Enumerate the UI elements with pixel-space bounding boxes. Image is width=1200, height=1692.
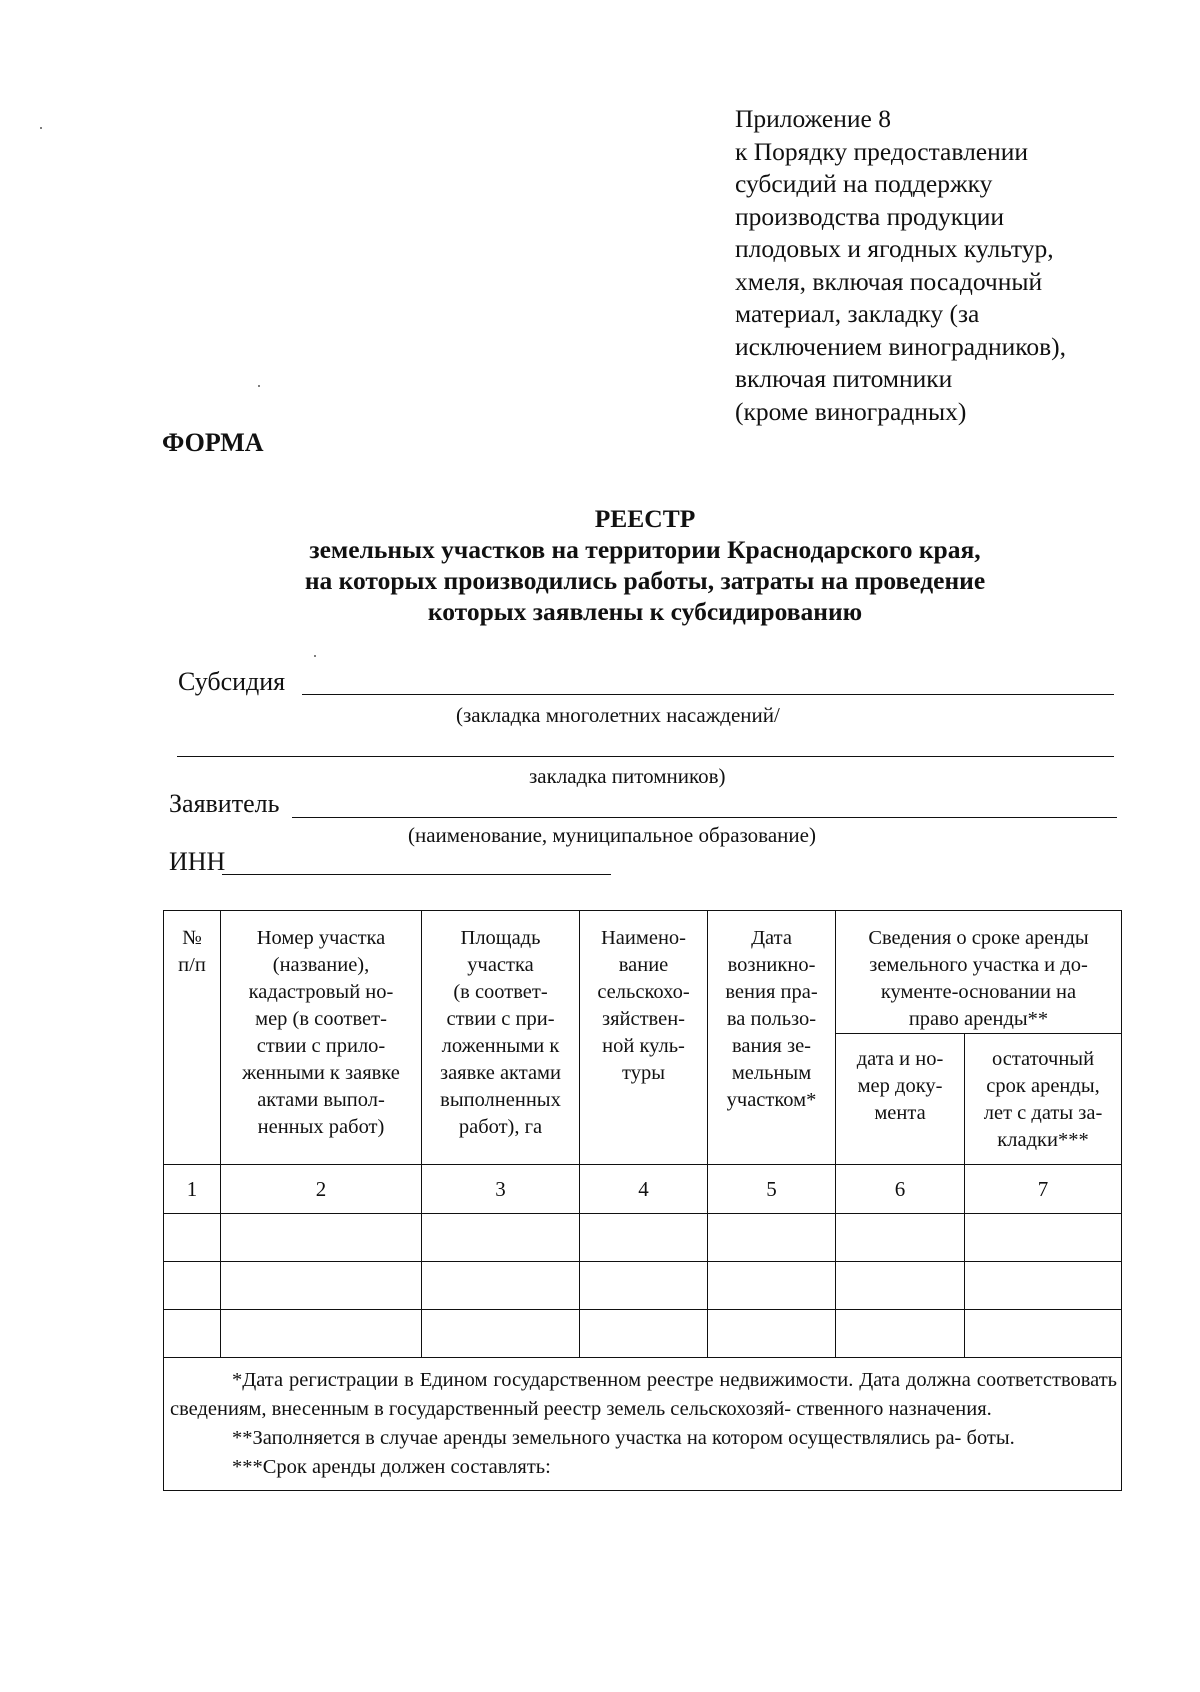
document-title [160, 503, 1130, 627]
col-header-lease-document: дата и но- мер доку- мента [836, 1034, 965, 1165]
col-header-number: № п/п [164, 911, 221, 1165]
table-cell[interactable] [422, 1214, 580, 1262]
column-number: 1 [164, 1165, 221, 1214]
inn-label: ИНН [169, 847, 226, 876]
applicant-field[interactable] [292, 797, 1117, 818]
scan-speck [258, 385, 260, 387]
column-number: 6 [836, 1165, 965, 1214]
col-header-lease-group: Сведения о сроке аренды земельного участка и до- кументе-основании на право аренды** [836, 911, 1122, 1034]
column-number: 4 [580, 1165, 708, 1214]
table-row [164, 1214, 1122, 1262]
appendix-line: субсидий на поддержку [735, 169, 993, 198]
subsidy-label: Субсидия [178, 667, 286, 696]
footnote-2: **Заполняется в случае аренды земельного участка на котором осуществлялись ра- боты. [232, 1427, 1015, 1449]
table-cell[interactable] [164, 1214, 221, 1262]
table-cell[interactable] [965, 1262, 1122, 1310]
appendix-line: Приложение 8 [735, 104, 891, 133]
subsidy-hint: закладка питомников) [529, 764, 726, 788]
footnotes-row [164, 1358, 1122, 1491]
appendix-line: хмеля, включая посадочный [735, 266, 1043, 296]
title-line: земельных участков на территории Краснодарского края, [309, 535, 981, 564]
column-number: 7 [965, 1165, 1122, 1214]
table-cell[interactable] [221, 1262, 422, 1310]
form-label: ФОРМА [162, 428, 264, 457]
footnote-1: *Дата регистрации в Едином государственном реестре недвижимости. Дата должна соответствовать сведениям, внесенным в государственный реестр земель сельскохозяй- ственного назначения. [170, 1369, 1118, 1420]
column-number: 5 [708, 1165, 836, 1214]
table-cell[interactable] [164, 1262, 221, 1310]
footnotes [164, 1358, 1122, 1491]
table-row [164, 1310, 1122, 1358]
table-cell[interactable] [221, 1214, 422, 1262]
table-cell[interactable] [708, 1262, 836, 1310]
col-header-lease-remaining: остаточный срок аренды, лет с даты за- кладки*** [965, 1034, 1122, 1165]
scan-speck [40, 127, 42, 129]
table-cell[interactable] [580, 1262, 708, 1310]
applicant-hint: (наименование, муниципальное образование) [408, 823, 816, 847]
appendix-block [735, 103, 1155, 428]
registry-table [163, 910, 1122, 1491]
table-cell[interactable] [836, 1214, 965, 1262]
col-header-right-date: Дата возникно- вения пра- ва пользо- вания зе- мельным участком* [708, 911, 836, 1165]
table-cell[interactable] [836, 1310, 965, 1358]
appendix-line: производства продукции [735, 201, 1005, 231]
title-line: на которых производились работы, затраты на проведение [304, 566, 986, 595]
applicant-label: Заявитель [169, 789, 280, 818]
appendix-line: к Порядку предоставлении [735, 136, 1029, 166]
subsidy-field[interactable] [302, 674, 1114, 695]
table-cell[interactable] [580, 1214, 708, 1262]
table-row [164, 1262, 1122, 1310]
appendix-line: исключением виноградников), [735, 331, 1067, 361]
column-number: 3 [422, 1165, 580, 1214]
column-number: 2 [221, 1165, 422, 1214]
table-cell[interactable] [836, 1262, 965, 1310]
table-cell[interactable] [422, 1262, 580, 1310]
title-line: которых заявлены к субсидированию [427, 597, 863, 626]
footnote-3: ***Срок аренды должен составлять: [232, 1456, 551, 1478]
column-number-row [164, 1165, 1122, 1214]
appendix-line: включая питомники [735, 364, 953, 393]
table-cell[interactable] [708, 1214, 836, 1262]
table-cell[interactable] [422, 1310, 580, 1358]
subsidy-hint: (закладка многолетних насаждений/ [456, 703, 780, 727]
table-cell[interactable] [708, 1310, 836, 1358]
table-cell[interactable] [965, 1214, 1122, 1262]
appendix-line: материал, закладку (за [735, 299, 980, 328]
scan-speck [314, 655, 316, 657]
table-cell[interactable] [221, 1310, 422, 1358]
col-header-crop-name: Наимено- вание сельскохо- зяйствен- ной куль- туры [580, 911, 708, 1165]
col-header-plot-number: Номер участка (название), кадастровый но- мер (в соответ- ствии с прило- женными к заявке актами выпол- ненных работ) [221, 911, 422, 1165]
title-heading: РЕЕСТР [594, 504, 696, 533]
table-header-row [164, 911, 1122, 1034]
appendix-line: (кроме виноградных) [735, 396, 967, 426]
inn-field[interactable] [222, 854, 611, 875]
table-cell[interactable] [164, 1310, 221, 1358]
appendix-line: плодовых и ягодных культур, [735, 234, 1054, 263]
table-cell[interactable] [965, 1310, 1122, 1358]
table-cell[interactable] [580, 1310, 708, 1358]
col-header-area: Площадь участка (в соответ- ствии с при- ложенными к заявке актами выполненных работ), га [422, 911, 580, 1165]
subsidy-field-line-2[interactable] [177, 736, 1114, 757]
